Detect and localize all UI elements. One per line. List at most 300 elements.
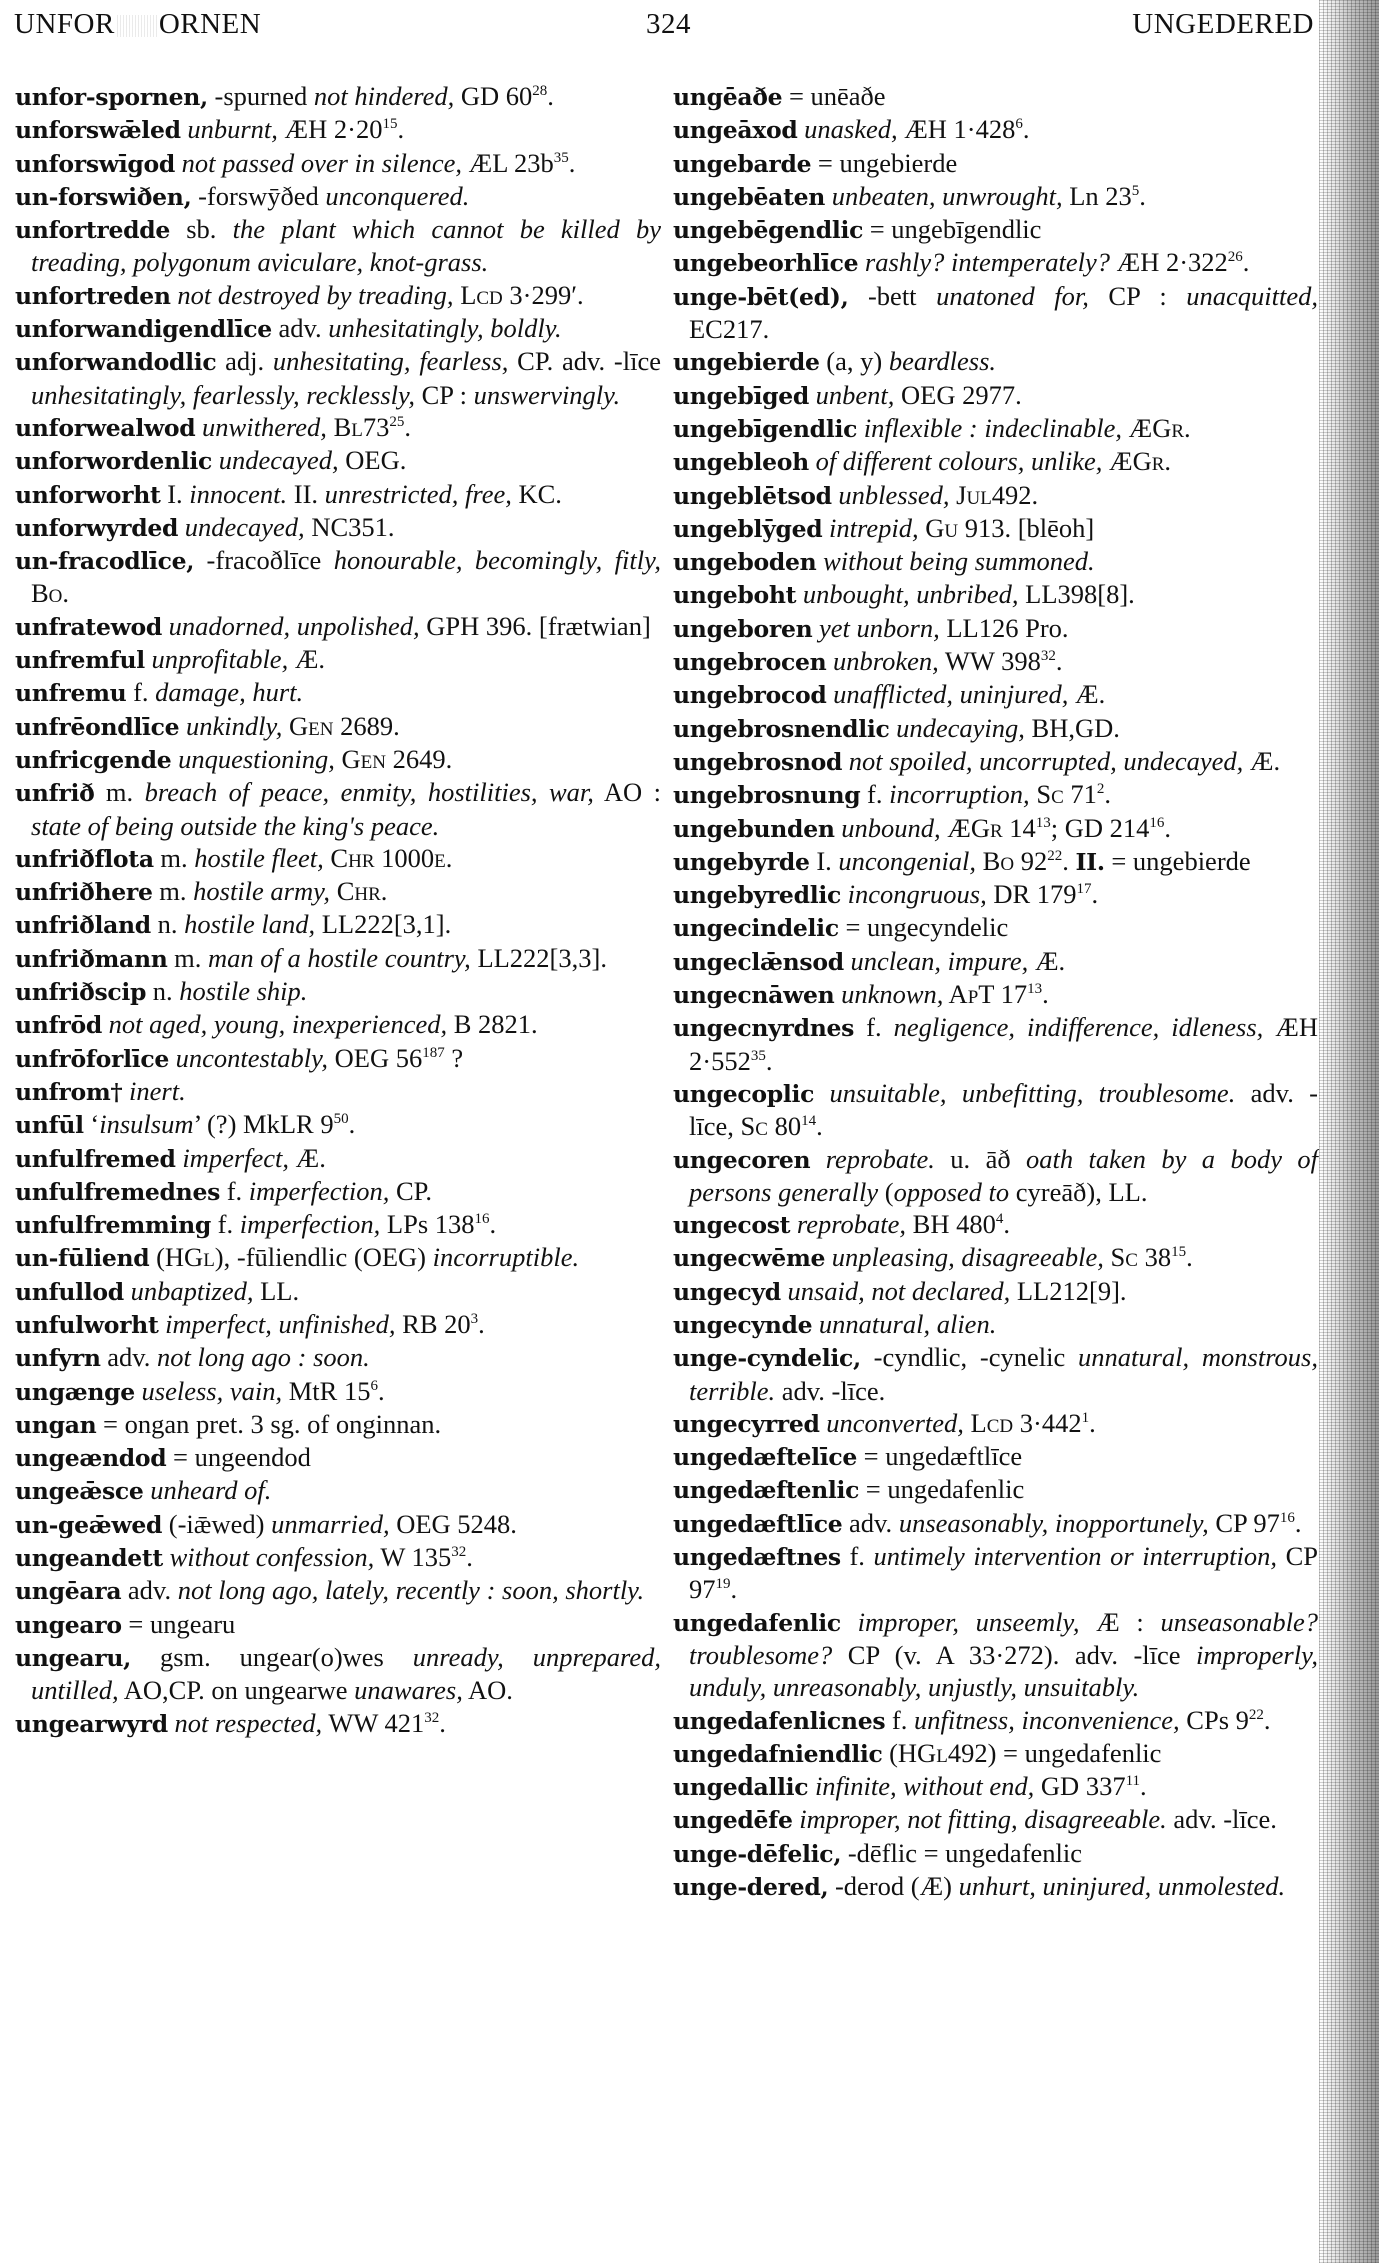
entry-text: 92	[1014, 845, 1048, 876]
entry-text: OEG 56	[328, 1042, 423, 1073]
entry-text: .	[1091, 879, 1099, 910]
headword: ungedæftelīce	[673, 1443, 858, 1472]
entry-text: 71	[1063, 779, 1097, 810]
dictionary-entry	[673, 1507, 1318, 1540]
dictionary-entry	[673, 412, 1318, 445]
headword: ungecwēme	[673, 1244, 826, 1273]
dictionary-entry	[673, 1704, 1318, 1737]
headword: ungebunden	[673, 814, 835, 843]
dictionary-entry	[15, 975, 661, 1008]
dictionary-entry	[673, 911, 1318, 944]
source-abbreviation: c	[1125, 1242, 1138, 1273]
dictionary-entry	[15, 147, 661, 180]
definition: uncongenial,	[838, 845, 977, 876]
reference-superscript: 16	[1279, 1509, 1295, 1526]
source-abbreviation: Gr	[1152, 412, 1185, 443]
source-abbreviation: Jul	[956, 479, 992, 510]
dictionary-entry	[15, 1408, 661, 1441]
headword: ungeændod	[15, 1444, 167, 1473]
definition: not hindered,	[313, 81, 455, 111]
entry-text: KC.	[511, 478, 562, 509]
headword: ungecnyrdnes	[673, 1014, 855, 1043]
entry-text: m.	[153, 842, 195, 873]
definition: unbound,	[841, 812, 941, 843]
entry-text	[857, 413, 864, 443]
entry-text: -dēflic = ungedafenlic	[841, 1837, 1083, 1868]
dictionary-entry	[15, 875, 661, 908]
headword: ungedēfe	[673, 1806, 793, 1835]
entry-text	[162, 611, 169, 641]
dictionary-entry	[673, 978, 1318, 1011]
reference-superscript: 11	[1125, 1773, 1141, 1790]
definition: imperfection,	[248, 1175, 390, 1206]
headword: ungebrocod	[673, 681, 827, 710]
page-binding-edge	[1319, 0, 1379, 2263]
definition: not passed over in silence,	[181, 147, 462, 178]
definition: unswervingly.	[473, 379, 621, 410]
entry-text: f.	[211, 1209, 240, 1240]
entry-text	[135, 1376, 142, 1406]
headword: ungedafenlicnes	[673, 1706, 886, 1735]
dictionary-entry	[673, 1870, 1318, 1903]
entry-text: = ungeendod	[166, 1442, 311, 1473]
entry-text: OEG 5248.	[389, 1508, 517, 1539]
entry-text: ’ (?) MkLR 9	[193, 1109, 334, 1140]
definition: improper, not fitting, disagreeable.	[799, 1804, 1167, 1835]
entry-text: .	[1294, 1507, 1302, 1538]
definition: unsuitable, unbefitting, troublesome.	[829, 1077, 1236, 1108]
reference-superscript: 22	[1047, 847, 1063, 864]
entry-text: .	[1055, 646, 1063, 677]
entry-text: .	[547, 81, 554, 111]
headword: unfor-spornen,	[15, 83, 208, 111]
definition: undecayed,	[218, 445, 339, 476]
entry-text: OEG 2977.	[894, 379, 1022, 410]
entry-text: CP :	[1088, 280, 1187, 311]
entry-text: adv.	[121, 1575, 178, 1606]
entry-text: .	[377, 1375, 385, 1406]
entry-text: GD 337	[1034, 1771, 1126, 1802]
headword: unforswǣled	[15, 116, 181, 145]
headword: unfulfremed	[15, 1144, 176, 1173]
dictionary-entry	[15, 1108, 661, 1141]
reference-superscript: 15	[382, 116, 398, 133]
reference-superscript: 15	[1171, 1244, 1187, 1261]
reference-superscript: 50	[333, 1111, 349, 1128]
entry-text: n.	[146, 976, 180, 1007]
headword: ungeandett	[15, 1544, 163, 1573]
dictionary-entry	[15, 1541, 661, 1574]
definition: hostile army,	[193, 876, 331, 907]
entry-text: (-iǣwed)	[162, 1508, 272, 1539]
dictionary-entry	[15, 1008, 661, 1041]
entry-text: A	[943, 979, 968, 1010]
headword: ungedæftenlic	[673, 1476, 860, 1505]
headword: unge-dered,	[673, 1873, 829, 1902]
headword: ungebleoh	[673, 448, 809, 477]
definition: unbeaten, unwrought,	[831, 180, 1063, 211]
entry-text: 14	[1002, 812, 1036, 843]
entry-text: f.	[126, 677, 156, 708]
headword: ungedallic	[673, 1773, 809, 1802]
entry-text: 3·442	[1013, 1407, 1082, 1438]
headword: ungecyrred	[673, 1409, 820, 1438]
headword: ungearu,	[15, 1643, 132, 1672]
definition: unafflicted, uninjured,	[833, 679, 1069, 710]
entry-text: -fracoðlīce	[194, 545, 334, 576]
dictionary-entry	[15, 676, 661, 709]
headword: ungebeorhlīce	[673, 249, 859, 278]
dictionary-entry	[673, 379, 1318, 412]
definition: unacquitted,	[1186, 280, 1318, 311]
dictionary-entry	[15, 80, 661, 113]
definition: unclean, impure,	[850, 945, 1029, 976]
headword: unfrēondlīce	[15, 712, 180, 741]
entry-text: OEG.	[338, 445, 407, 476]
headword: unfrōd	[15, 1011, 102, 1040]
dictionary-entry	[673, 1803, 1318, 1836]
entry-text: .	[489, 1209, 497, 1240]
dictionary-entry	[15, 544, 661, 610]
entry-text	[212, 445, 219, 475]
headword: ungecoren	[673, 1145, 811, 1174]
dictionary-entry	[673, 180, 1318, 213]
entry-text: EC217.	[689, 314, 770, 345]
headword: ungeǣsce	[15, 1477, 144, 1506]
entry-text: adv.	[271, 313, 329, 344]
entry-text	[858, 247, 865, 277]
entry-text: (HG	[882, 1737, 937, 1768]
headword: unforwandigendlīce	[15, 315, 272, 344]
headword: ungeboht	[673, 581, 797, 610]
entry-text: II.	[287, 478, 325, 509]
headword: unforwandodlic	[15, 348, 217, 377]
dictionary-entry	[15, 312, 661, 345]
reference-superscript: 16	[474, 1211, 490, 1228]
dictionary-entry	[15, 279, 661, 312]
dictionary-entry	[15, 1608, 661, 1641]
dictionary-entry	[673, 246, 1318, 279]
definition: man of a hostile country,	[208, 942, 471, 973]
reference-superscript: 6	[370, 1377, 378, 1394]
headword: ungedafenlic	[673, 1608, 841, 1637]
entry-text: GD 60	[454, 81, 533, 111]
dictionary-entry	[673, 1737, 1318, 1770]
definition: rashly? intemperately?	[864, 247, 1110, 278]
definition: without confession,	[169, 1542, 375, 1573]
dictionary-entry	[15, 610, 661, 643]
entry-text	[179, 711, 186, 741]
dictionary-entry	[673, 1606, 1318, 1704]
source-abbreviation: Chr	[336, 876, 381, 907]
entry-text: W 135	[374, 1542, 452, 1573]
entry-text: adv.	[100, 1342, 158, 1373]
headword: unfortreden	[15, 281, 171, 310]
entry-text: LL212[9].	[1010, 1275, 1127, 1306]
definition: uncontestably,	[175, 1042, 328, 1073]
definition: damage, hurt.	[155, 677, 304, 708]
definition: incorruptible.	[432, 1242, 580, 1273]
definition: unconquered.	[325, 180, 470, 211]
running-head-last-word: UNGEDERED	[1132, 8, 1314, 40]
definition: reprobate.	[825, 1143, 935, 1174]
headword: unge-cyndelic,	[673, 1344, 861, 1373]
entry-text: AO,CP. on ungearwe	[118, 1675, 355, 1706]
dictionary-entry	[673, 1341, 1318, 1407]
definition: unblessed,	[838, 479, 950, 510]
entry-text: = ungecyndelic	[838, 912, 1009, 943]
definition: inert.	[129, 1075, 186, 1106]
reference-superscript: 32	[451, 1544, 467, 1561]
entry-text	[330, 876, 337, 906]
definition: unfitness, inconvenience,	[914, 1704, 1180, 1735]
dictionary-entry	[673, 80, 1318, 113]
source-abbreviation: Bo	[31, 578, 63, 609]
entry-text: .	[568, 147, 576, 178]
headword: unforswīgod	[15, 149, 175, 178]
entry-text: Æ.	[289, 1142, 326, 1173]
headword: ungænge	[15, 1377, 135, 1406]
headword: unfrið	[15, 779, 95, 808]
entry-text: = ongan pret. 3 sg. of onginnan.	[96, 1408, 442, 1439]
entry-text: ÆH 1·428	[897, 114, 1016, 145]
definition: undecaying,	[896, 712, 1025, 743]
definition: beardless.	[888, 346, 997, 377]
headword: ungecindelic	[673, 914, 839, 943]
definition: not destroyed by treading,	[177, 279, 454, 310]
headword: ungecoplic	[673, 1079, 815, 1108]
headword: unforwealwod	[15, 413, 196, 442]
entry-text	[842, 746, 849, 776]
entry-text: cyreāð), LL.	[1009, 1176, 1148, 1207]
dictionary-entry	[15, 643, 661, 676]
headword: ungebierde	[673, 348, 820, 377]
headword: ungebarde	[673, 149, 812, 178]
entry-text	[175, 148, 182, 178]
headword: ungedæftnes	[673, 1543, 841, 1572]
definition: honourable, becomingly, fitly,	[333, 545, 661, 576]
dictionary-entry	[673, 612, 1318, 645]
reference-superscript: 32	[1040, 648, 1056, 665]
dictionary-entry	[673, 1407, 1318, 1440]
definition: hostile land,	[184, 909, 316, 940]
dictionary-entry	[15, 1241, 661, 1274]
entry-text: = ungearu	[121, 1608, 236, 1639]
headword: unfriðland	[15, 911, 151, 940]
entry-text: Æ.	[1243, 745, 1281, 776]
entry-text: Æ	[1102, 446, 1133, 477]
definition: undecayed,	[184, 511, 305, 542]
definition: improperly, unduly, unreasonably, unjustly, unsuitably.	[689, 1639, 1318, 1703]
entry-text	[163, 1542, 170, 1572]
dictionary-entry	[15, 1707, 661, 1740]
definition: unadorned, unpolished,	[168, 610, 420, 641]
entry-text: .	[439, 1707, 446, 1738]
source-abbreviation: Gu	[925, 512, 959, 543]
entry-text: .	[478, 1308, 485, 1339]
entry-text: (	[878, 1176, 894, 1207]
definition: unhesitating, fearless,	[272, 346, 509, 377]
headword: ungebēgendlic	[673, 216, 864, 245]
headword: ungearo	[15, 1610, 122, 1639]
entry-text: I.	[160, 478, 190, 509]
dictionary-entry	[673, 712, 1318, 745]
dictionary-entry	[15, 411, 661, 444]
entry-text: LPs 138	[380, 1209, 475, 1240]
entry-text: ÆH 2·322	[1110, 247, 1228, 278]
entry-text	[102, 1009, 109, 1039]
reference-superscript: 17	[1076, 881, 1092, 898]
headword: ungecost	[673, 1211, 791, 1240]
entry-text	[810, 1144, 825, 1174]
entry-text	[825, 1242, 832, 1272]
definition: imperfect,	[182, 1142, 290, 1173]
headword: ungeboren	[673, 614, 813, 643]
entry-text	[169, 1043, 176, 1073]
entry-text: (HG	[149, 1242, 204, 1273]
reference-superscript: 26	[1227, 249, 1243, 266]
definition: inflexible : indeclinable,	[863, 412, 1122, 443]
entry-text: -spurned	[207, 81, 314, 111]
source-abbreviation: Bo	[982, 845, 1015, 876]
headword: unfrōforlīce	[15, 1044, 170, 1073]
entry-text	[796, 579, 803, 609]
definition: reprobate,	[796, 1209, 907, 1240]
reference-superscript: 2	[1096, 781, 1105, 798]
entry-text: (a, y)	[819, 346, 889, 377]
entry-text: .	[348, 1109, 356, 1140]
entry-text: -cyndlic, -cynelic	[860, 1342, 1078, 1373]
source-abbreviation: c	[755, 1111, 768, 1142]
entry-text: BH,GD.	[1024, 712, 1120, 743]
headword: unfulfremednes	[15, 1177, 221, 1206]
entry-text: .	[1104, 779, 1111, 810]
entry-text: = ungedæftlīce	[857, 1441, 1023, 1472]
entry-text: .	[1022, 114, 1030, 145]
definition: infinite, without end,	[814, 1771, 1035, 1802]
entry-text: .	[404, 411, 411, 442]
headword: ungebrosnung	[673, 781, 861, 810]
entry-text: .	[730, 1574, 738, 1605]
dictionary-entry	[15, 478, 661, 511]
entry-text: RB 20	[395, 1308, 471, 1339]
reference-superscript: 19	[715, 1576, 731, 1593]
definition: unmarried,	[271, 1508, 390, 1539]
entry-text: I.	[809, 845, 839, 876]
definition: unbent,	[815, 379, 895, 410]
entry-text: .	[62, 578, 70, 609]
dictionary-entry	[15, 776, 661, 842]
headword: un-geǣwed	[15, 1510, 163, 1539]
definition: breach of peace, enmity, hostilities, war,	[144, 777, 594, 808]
dictionary-entry	[15, 1574, 661, 1607]
entry-text: 492.	[991, 479, 1039, 510]
headword: un-forswiðen,	[15, 182, 192, 211]
entry-text: WW 398	[938, 646, 1041, 677]
definition: unrestricted, free,	[324, 478, 512, 509]
reference-superscript: 32	[424, 1709, 440, 1726]
definition: not aged, young, inexperienced,	[108, 1009, 448, 1040]
headword: unfulfremming	[15, 1211, 212, 1240]
reference-superscript: 187	[422, 1044, 445, 1061]
headword: ungecnāwen	[673, 981, 835, 1010]
entry-text: LL126 Pro.	[939, 612, 1069, 643]
entry-text: .	[1184, 412, 1191, 443]
reference-superscript: 13	[1035, 814, 1051, 831]
definition: useless, vain,	[141, 1375, 283, 1406]
headword: unfriðmann	[15, 944, 168, 973]
dictionary-entry	[673, 812, 1318, 845]
dictionary-entry	[15, 1641, 661, 1707]
entry-text: ), -fūliendlic (OEG)	[214, 1242, 433, 1273]
entry-text: LL.	[253, 1275, 300, 1306]
headword: ungebrocen	[673, 648, 827, 677]
entry-text: f.	[885, 1704, 914, 1735]
headword: unfriðhere	[15, 878, 153, 907]
source-abbreviation: Gen	[341, 743, 386, 774]
dictionary-entry	[673, 945, 1318, 978]
definition: intrepid,	[829, 512, 919, 543]
dictionary-entry	[673, 1440, 1318, 1473]
entry-text	[808, 1771, 815, 1801]
dictionary-entry	[15, 1341, 661, 1374]
definition: unseasonably, inopportunely,	[898, 1507, 1209, 1538]
definition: unsaid, not declared,	[787, 1275, 1011, 1306]
dictionary-entry	[15, 842, 661, 875]
dictionary-entry	[15, 511, 661, 544]
entry-text	[809, 380, 816, 410]
headword: unge-dēfelic,	[673, 1839, 842, 1868]
entry-text: .	[1164, 812, 1172, 843]
entry-text: ÆH 2·20	[277, 114, 383, 145]
entry-text: .	[1186, 1242, 1193, 1273]
entry-text: T 17	[978, 979, 1028, 1010]
definition: unheard of.	[150, 1475, 272, 1506]
entry-text: B 2821.	[447, 1009, 538, 1040]
source-abbreviation: l	[203, 1242, 215, 1273]
dictionary-entry	[673, 1241, 1318, 1274]
source-abbreviation: p	[967, 979, 979, 1010]
definition: unconverted,	[826, 1407, 964, 1438]
entry-text: CP. adv. -līce	[508, 346, 662, 377]
entry-text: GPH 396. [frætwian]	[419, 610, 651, 641]
entry-text: DR 179	[986, 879, 1077, 910]
entry-text: 38	[1137, 1242, 1172, 1273]
dictionary-entry	[673, 1143, 1318, 1209]
definition: not long ago : soon.	[157, 1342, 370, 1373]
entry-text: = ungebīgendlic	[863, 214, 1042, 245]
left-column	[15, 80, 661, 1740]
dictionary-entry	[673, 645, 1318, 678]
entry-text: .	[1042, 979, 1049, 1010]
headword: ungeblȳged	[673, 514, 823, 543]
page-number: 324	[646, 8, 691, 40]
dictionary-entry	[673, 1770, 1318, 1803]
entry-text: LL222[3,1].	[315, 909, 452, 940]
running-head-first-word: UNFOR ORNEN	[14, 8, 262, 40]
definition: of different colours, unlike,	[815, 446, 1103, 477]
definition: state of being outside the king's peace.	[31, 810, 440, 841]
dictionary-entry	[15, 1474, 661, 1507]
headword: ungeblētsod	[673, 481, 832, 510]
dictionary-entry	[15, 1375, 661, 1408]
source-abbreviation: Bl	[333, 411, 363, 442]
entry-text	[976, 846, 983, 876]
definition: unwithered,	[202, 411, 327, 442]
entry-text: = unēaðe	[782, 81, 886, 111]
headword: ungedæftlīce	[673, 1509, 843, 1538]
entry-text: CP.	[389, 1175, 433, 1206]
